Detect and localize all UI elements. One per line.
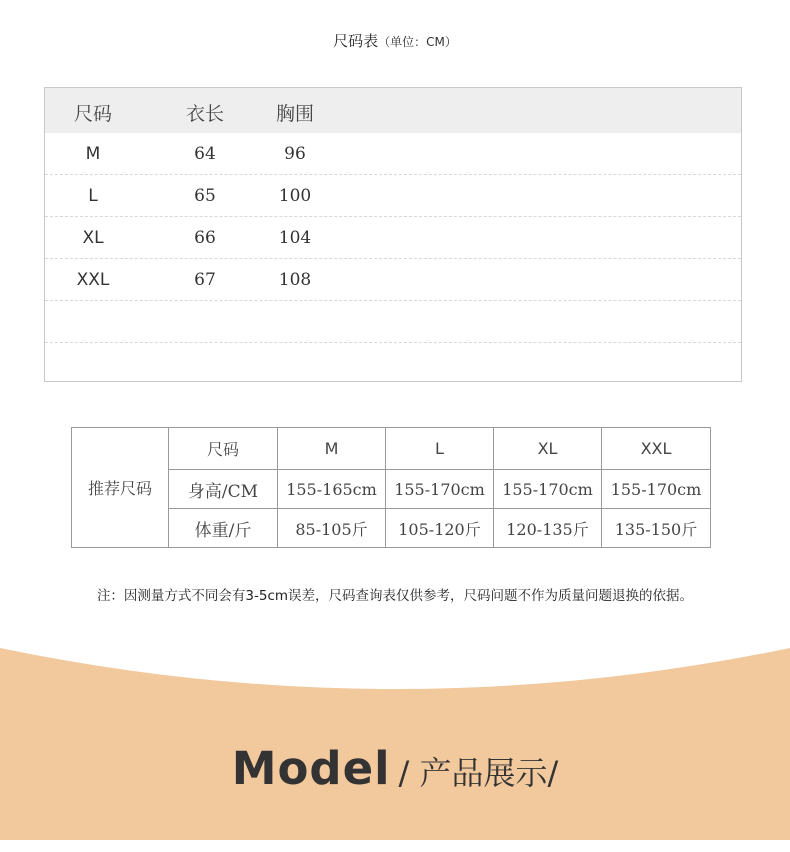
cell-chest: 108: [278, 270, 312, 290]
table-row-empty: [45, 301, 741, 343]
table-row: [45, 217, 741, 259]
size-cell: XL: [494, 428, 602, 470]
height-cell: 155-170cm: [602, 470, 711, 509]
height-label: 身高/CM: [169, 470, 278, 509]
cell-size: XL: [82, 228, 104, 248]
table-row: [45, 259, 741, 301]
size-cell: M: [278, 428, 386, 470]
weight-cell: 85-105斤: [278, 509, 386, 548]
size-chart-title: [0, 30, 790, 51]
cell-length: 67: [194, 270, 216, 290]
header-chest: 胸围: [275, 103, 314, 125]
weight-label: 体重/斤: [169, 509, 278, 548]
cell-chest: 100: [278, 186, 312, 206]
header-size-label: 尺码: [169, 428, 278, 470]
cell-length: 64: [194, 144, 216, 164]
model-title-en: Model: [231, 742, 391, 795]
size-table: [44, 87, 742, 382]
cell-chest: 96: [284, 144, 306, 164]
cell-length: 66: [194, 228, 216, 248]
header-size: 尺码: [73, 103, 112, 125]
title-main: 尺码表: [333, 32, 379, 50]
table-row: [45, 175, 741, 217]
table-row-empty: [45, 343, 741, 385]
weight-cell: 120-135斤: [494, 509, 602, 548]
recommend-size-table: [71, 427, 711, 548]
table-row: [45, 133, 741, 175]
cell-size: M: [85, 144, 101, 164]
model-banner-background: [0, 620, 790, 840]
cell-size: L: [88, 186, 98, 206]
cell-size: XXL: [76, 270, 110, 290]
model-section-title: [0, 742, 790, 795]
height-cell: 155-165cm: [278, 470, 386, 509]
cell-chest: 104: [278, 228, 312, 248]
cell-length: 65: [194, 186, 216, 206]
title-unit: （单位：CM）: [378, 35, 457, 49]
size-table-header: [45, 88, 741, 133]
recommend-label: 推荐尺码: [72, 428, 169, 548]
height-cell: 155-170cm: [494, 470, 602, 509]
model-title-cn: / 产品展示/: [398, 754, 559, 792]
weight-cell: 135-150斤: [602, 509, 711, 548]
measurement-note: 注：因测量方式不同会有3-5cm误差，尺码查询表仅供参考，尺码问题不作为质量问题退换的依据。: [96, 588, 694, 604]
size-cell: L: [386, 428, 494, 470]
height-cell: 155-170cm: [386, 470, 494, 509]
weight-cell: 105-120斤: [386, 509, 494, 548]
header-length: 衣长: [185, 103, 224, 125]
size-cell: XXL: [602, 428, 711, 470]
